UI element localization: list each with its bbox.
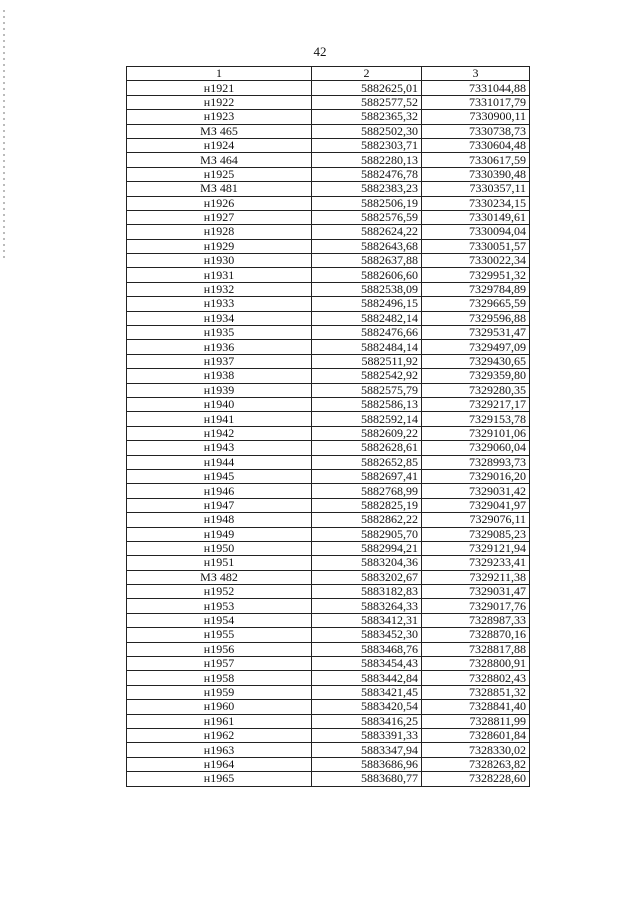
- y-coordinate-cell: 7329016,20: [422, 469, 530, 483]
- table-row: [127, 81, 530, 95]
- y-coordinate-cell: 7330022,34: [422, 254, 530, 268]
- point-id-cell: н1923: [127, 110, 312, 124]
- y-coordinate-cell: 7328802,43: [422, 671, 530, 685]
- point-id-cell: н1935: [127, 326, 312, 340]
- point-id-cell: н1963: [127, 743, 312, 757]
- y-coordinate-cell: 7331044,88: [422, 81, 530, 95]
- point-id-cell: н1940: [127, 397, 312, 411]
- point-id-cell: н1924: [127, 138, 312, 152]
- table-row: [127, 671, 530, 685]
- table-row: [127, 714, 530, 728]
- table-row: [127, 642, 530, 656]
- y-coordinate-cell: 7330900,11: [422, 110, 530, 124]
- table-row: [127, 239, 530, 253]
- y-coordinate-cell: 7328817,88: [422, 642, 530, 656]
- point-id-cell: н1944: [127, 455, 312, 469]
- table-row: [127, 513, 530, 527]
- y-coordinate-cell: 7328993,73: [422, 455, 530, 469]
- y-coordinate-cell: 7329031,47: [422, 585, 530, 599]
- column-header: 1: [127, 67, 312, 81]
- x-coordinate-cell: 5882609,22: [312, 426, 422, 440]
- table-row: [127, 254, 530, 268]
- y-coordinate-cell: 7328987,33: [422, 613, 530, 627]
- point-id-cell: н1956: [127, 642, 312, 656]
- table-row: [127, 613, 530, 627]
- point-id-cell: н1954: [127, 613, 312, 627]
- y-coordinate-cell: 7328228,60: [422, 772, 530, 786]
- x-coordinate-cell: 5883416,25: [312, 714, 422, 728]
- x-coordinate-cell: 5883454,43: [312, 657, 422, 671]
- y-coordinate-cell: 7329217,17: [422, 397, 530, 411]
- table-row: [127, 556, 530, 570]
- point-id-cell: н1930: [127, 254, 312, 268]
- y-coordinate-cell: 7328811,99: [422, 714, 530, 728]
- table-row: [127, 225, 530, 239]
- x-coordinate-cell: 5882482,14: [312, 311, 422, 325]
- point-id-cell: н1957: [127, 657, 312, 671]
- x-coordinate-cell: 5882476,66: [312, 326, 422, 340]
- x-coordinate-cell: 5882280,13: [312, 153, 422, 167]
- y-coordinate-cell: 7329596,88: [422, 311, 530, 325]
- y-coordinate-cell: 7329665,59: [422, 297, 530, 311]
- table-row: [127, 210, 530, 224]
- point-id-cell: н1932: [127, 282, 312, 296]
- x-coordinate-cell: 5882383,23: [312, 182, 422, 196]
- y-coordinate-cell: 7329497,09: [422, 340, 530, 354]
- x-coordinate-cell: 5882637,88: [312, 254, 422, 268]
- table-row: [127, 469, 530, 483]
- point-id-cell: н1947: [127, 498, 312, 512]
- point-id-cell: н1943: [127, 441, 312, 455]
- point-id-cell: н1960: [127, 700, 312, 714]
- y-coordinate-cell: 7329233,41: [422, 556, 530, 570]
- x-coordinate-cell: 5883686,96: [312, 757, 422, 771]
- point-id-cell: н1965: [127, 772, 312, 786]
- point-id-cell: н1958: [127, 671, 312, 685]
- y-coordinate-cell: 7329041,97: [422, 498, 530, 512]
- point-id-cell: н1953: [127, 599, 312, 613]
- y-coordinate-cell: 7330149,61: [422, 210, 530, 224]
- point-id-cell: н1949: [127, 527, 312, 541]
- point-id-cell: н1926: [127, 196, 312, 210]
- point-id-cell: МЗ 465: [127, 124, 312, 138]
- y-coordinate-cell: 7330604,48: [422, 138, 530, 152]
- point-id-cell: н1921: [127, 81, 312, 95]
- column-header: 2: [312, 67, 422, 81]
- point-id-cell: н1925: [127, 167, 312, 181]
- y-coordinate-cell: 7330094,04: [422, 225, 530, 239]
- x-coordinate-cell: 5882586,13: [312, 397, 422, 411]
- table-row: [127, 268, 530, 282]
- y-coordinate-cell: 7330390,48: [422, 167, 530, 181]
- point-id-cell: МЗ 482: [127, 570, 312, 584]
- table-row: [127, 182, 530, 196]
- table-row: [127, 441, 530, 455]
- table-row: [127, 340, 530, 354]
- point-id-cell: н1962: [127, 728, 312, 742]
- point-id-cell: н1922: [127, 95, 312, 109]
- x-coordinate-cell: 5882577,52: [312, 95, 422, 109]
- x-coordinate-cell: 5882606,60: [312, 268, 422, 282]
- x-coordinate-cell: 5882697,41: [312, 469, 422, 483]
- y-coordinate-cell: 7329951,32: [422, 268, 530, 282]
- point-id-cell: н1959: [127, 685, 312, 699]
- column-header: 3: [422, 67, 530, 81]
- x-coordinate-cell: 5882484,14: [312, 340, 422, 354]
- y-coordinate-cell: 7329430,65: [422, 354, 530, 368]
- x-coordinate-cell: 5883264,33: [312, 599, 422, 613]
- x-coordinate-cell: 5882643,68: [312, 239, 422, 253]
- y-coordinate-cell: 7328841,40: [422, 700, 530, 714]
- x-coordinate-cell: 5883347,94: [312, 743, 422, 757]
- point-id-cell: н1934: [127, 311, 312, 325]
- table-row: [127, 728, 530, 742]
- table-row: [127, 426, 530, 440]
- point-id-cell: н1928: [127, 225, 312, 239]
- y-coordinate-cell: 7328851,32: [422, 685, 530, 699]
- y-coordinate-cell: 7331017,79: [422, 95, 530, 109]
- y-coordinate-cell: 7329085,23: [422, 527, 530, 541]
- point-id-cell: н1933: [127, 297, 312, 311]
- table-row: [127, 326, 530, 340]
- x-coordinate-cell: 5883412,31: [312, 613, 422, 627]
- y-coordinate-cell: 7329153,78: [422, 412, 530, 426]
- x-coordinate-cell: 5882652,85: [312, 455, 422, 469]
- y-coordinate-cell: 7329784,89: [422, 282, 530, 296]
- y-coordinate-cell: 7328870,16: [422, 628, 530, 642]
- table-row: [127, 772, 530, 786]
- table-row: [127, 138, 530, 152]
- x-coordinate-cell: 5882905,70: [312, 527, 422, 541]
- point-id-cell: н1939: [127, 383, 312, 397]
- table-row: [127, 585, 530, 599]
- x-coordinate-cell: 5882365,32: [312, 110, 422, 124]
- x-coordinate-cell: 5882576,59: [312, 210, 422, 224]
- table-row: [127, 196, 530, 210]
- point-id-cell: н1952: [127, 585, 312, 599]
- y-coordinate-cell: 7329101,06: [422, 426, 530, 440]
- table-row: [127, 110, 530, 124]
- table-row: [127, 95, 530, 109]
- table-row: [127, 685, 530, 699]
- table-row: [127, 153, 530, 167]
- x-coordinate-cell: 5883420,54: [312, 700, 422, 714]
- table-row: [127, 599, 530, 613]
- y-coordinate-cell: 7329121,94: [422, 541, 530, 555]
- x-coordinate-cell: 5882592,14: [312, 412, 422, 426]
- x-coordinate-cell: 5883468,76: [312, 642, 422, 656]
- point-id-cell: н1950: [127, 541, 312, 555]
- table-row: [127, 383, 530, 397]
- x-coordinate-cell: 5883421,45: [312, 685, 422, 699]
- point-id-cell: н1941: [127, 412, 312, 426]
- x-coordinate-cell: 5882628,61: [312, 441, 422, 455]
- y-coordinate-cell: 7329359,80: [422, 369, 530, 383]
- point-id-cell: МЗ 464: [127, 153, 312, 167]
- table-row: [127, 311, 530, 325]
- table-row: [127, 354, 530, 368]
- x-coordinate-cell: 5882862,22: [312, 513, 422, 527]
- y-coordinate-cell: 7330234,15: [422, 196, 530, 210]
- x-coordinate-cell: 5882768,99: [312, 484, 422, 498]
- table-row: [127, 369, 530, 383]
- x-coordinate-cell: 5882303,71: [312, 138, 422, 152]
- table-row: [127, 743, 530, 757]
- x-coordinate-cell: 5882542,92: [312, 369, 422, 383]
- y-coordinate-cell: 7328330,02: [422, 743, 530, 757]
- x-coordinate-cell: 5882496,15: [312, 297, 422, 311]
- x-coordinate-cell: 5882476,78: [312, 167, 422, 181]
- x-coordinate-cell: 5882825,19: [312, 498, 422, 512]
- table-row: [127, 628, 530, 642]
- y-coordinate-cell: 7330617,59: [422, 153, 530, 167]
- table-row: [127, 757, 530, 771]
- table-row: [127, 455, 530, 469]
- point-id-cell: н1936: [127, 340, 312, 354]
- point-id-cell: н1964: [127, 757, 312, 771]
- table-row: [127, 412, 530, 426]
- table-row: [127, 124, 530, 138]
- table-row: [127, 570, 530, 584]
- point-id-cell: н1942: [127, 426, 312, 440]
- y-coordinate-cell: 7328601,84: [422, 728, 530, 742]
- y-coordinate-cell: 7328800,91: [422, 657, 530, 671]
- point-id-cell: н1948: [127, 513, 312, 527]
- x-coordinate-cell: 5883182,83: [312, 585, 422, 599]
- x-coordinate-cell: 5882502,30: [312, 124, 422, 138]
- table-row: [127, 657, 530, 671]
- y-coordinate-cell: 7329531,47: [422, 326, 530, 340]
- table-row: [127, 498, 530, 512]
- y-coordinate-cell: 7329280,35: [422, 383, 530, 397]
- x-coordinate-cell: 5882994,21: [312, 541, 422, 555]
- x-coordinate-cell: 5882506,19: [312, 196, 422, 210]
- point-id-cell: МЗ 481: [127, 182, 312, 196]
- table-row: [127, 527, 530, 541]
- point-id-cell: н1946: [127, 484, 312, 498]
- point-id-cell: н1927: [127, 210, 312, 224]
- x-coordinate-cell: 5883204,36: [312, 556, 422, 570]
- table-row: [127, 297, 530, 311]
- table-row: [127, 167, 530, 181]
- point-id-cell: н1951: [127, 556, 312, 570]
- y-coordinate-cell: 7330738,73: [422, 124, 530, 138]
- y-coordinate-cell: 7329211,38: [422, 570, 530, 584]
- table-header-row: [127, 67, 530, 81]
- coordinates-table: [126, 66, 530, 787]
- y-coordinate-cell: 7329031,42: [422, 484, 530, 498]
- x-coordinate-cell: 5883452,30: [312, 628, 422, 642]
- point-id-cell: н1938: [127, 369, 312, 383]
- x-coordinate-cell: 5883680,77: [312, 772, 422, 786]
- table-row: [127, 541, 530, 555]
- y-coordinate-cell: 7329017,76: [422, 599, 530, 613]
- point-id-cell: н1955: [127, 628, 312, 642]
- point-id-cell: н1937: [127, 354, 312, 368]
- x-coordinate-cell: 5883391,33: [312, 728, 422, 742]
- table-row: [127, 397, 530, 411]
- table-row: [127, 700, 530, 714]
- table-row: [127, 484, 530, 498]
- point-id-cell: н1961: [127, 714, 312, 728]
- page-number: 42: [313, 44, 327, 59]
- point-id-cell: н1945: [127, 469, 312, 483]
- y-coordinate-cell: 7328263,82: [422, 757, 530, 771]
- point-id-cell: н1931: [127, 268, 312, 282]
- x-coordinate-cell: 5882625,01: [312, 81, 422, 95]
- y-coordinate-cell: 7330051,57: [422, 239, 530, 253]
- y-coordinate-cell: 7329060,04: [422, 441, 530, 455]
- point-id-cell: н1929: [127, 239, 312, 253]
- table-row: [127, 282, 530, 296]
- x-coordinate-cell: 5882575,79: [312, 383, 422, 397]
- x-coordinate-cell: 5882538,09: [312, 282, 422, 296]
- x-coordinate-cell: 5882511,92: [312, 354, 422, 368]
- y-coordinate-cell: 7329076,11: [422, 513, 530, 527]
- x-coordinate-cell: 5883202,67: [312, 570, 422, 584]
- x-coordinate-cell: 5883442,84: [312, 671, 422, 685]
- x-coordinate-cell: 5882624,22: [312, 225, 422, 239]
- y-coordinate-cell: 7330357,11: [422, 182, 530, 196]
